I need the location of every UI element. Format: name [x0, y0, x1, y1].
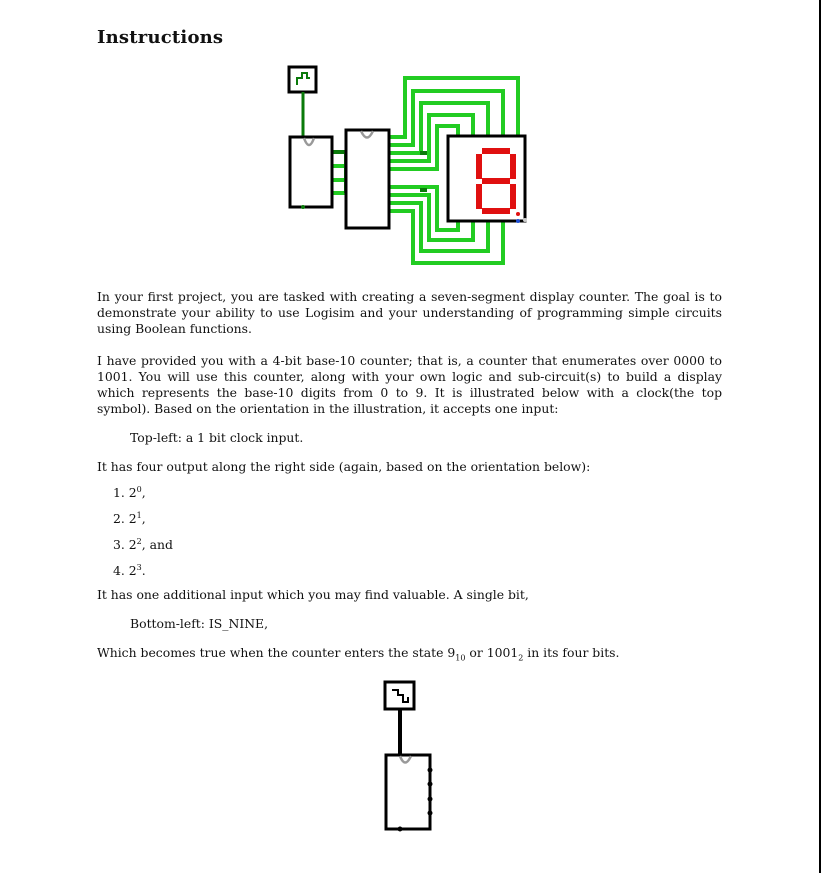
- decoder-block: [346, 130, 389, 228]
- section-heading: Instructions: [97, 27, 224, 48]
- list-item: 4. $2^3$.: [113, 562, 146, 578]
- page-edge-rule: [819, 0, 821, 873]
- is-nine-input-description: Bottom-left: IS_NINE,: [130, 616, 269, 631]
- clock-icon: [289, 67, 316, 92]
- outputs-intro-paragraph: It has four output along the right side (again, based on the orientation below):: [97, 459, 591, 474]
- intro-paragraph: In your first project, you are tasked with creating a seven-segment display counter. The goal is to demonstrate your ability to use Logisim and your understanding of programming simple circuits using Boolean functions.: [97, 289, 722, 336]
- counter-paragraph: I have provided you with a 4-bit base-10 counter; that is, a counter that enumerates over 0000 to 1001. You will use this counter, along with your own logic and sub-circuit(s) to build a display which represents the base-10 digits from 0 to 9. It is illustrated below with a clock(the top symbol). Based on the orientation in the illustration, it accepts one input:: [97, 353, 722, 416]
- instructions-body: [97, 289, 722, 661]
- additional-input-paragraph: It has one additional input which you may find valuable. A single bit,: [97, 587, 529, 602]
- seven-segment-circuit-figure: [277, 60, 537, 275]
- seven-segment-display: [448, 136, 527, 223]
- list-item: 3. $2^2$, and: [113, 536, 173, 552]
- list-item: 2. $2^1$,: [113, 510, 146, 526]
- counter-with-clock-figure: [383, 680, 443, 836]
- clock-input-description: Top-left: a 1 bit clock input.: [130, 430, 304, 445]
- clock-icon: [385, 682, 414, 709]
- outputs-list: [97, 485, 722, 589]
- list-item: 1. $2^0$,: [113, 484, 146, 500]
- counter-block: [386, 755, 433, 832]
- nine-state-paragraph: Which becomes true when the counter enters the state $9_{10}$ or $1001_2$ in its four bits.: [97, 645, 620, 663]
- counter-block: [290, 137, 332, 209]
